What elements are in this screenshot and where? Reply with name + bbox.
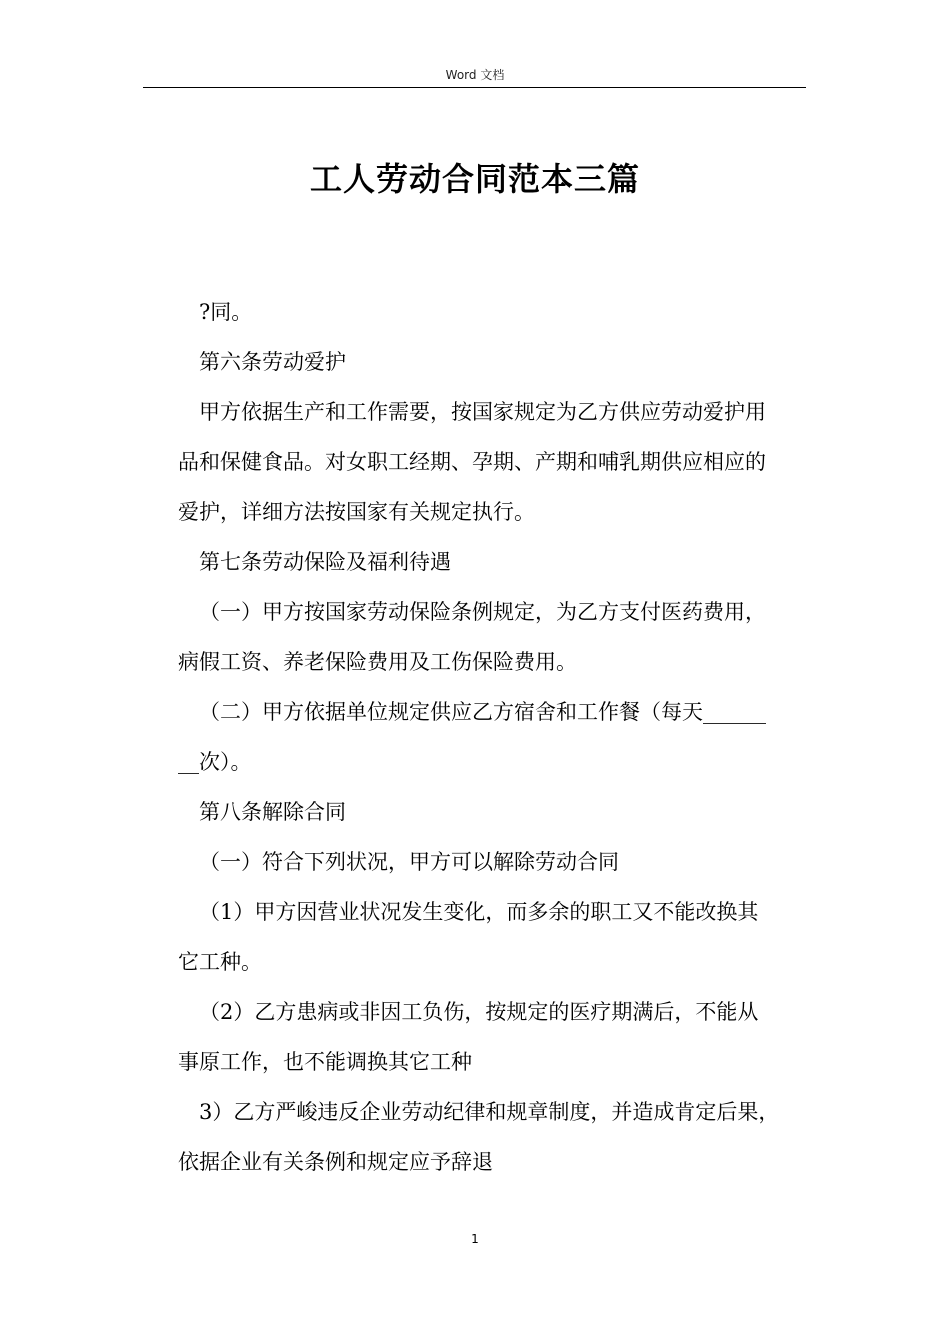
body-line: 品和保健食品。对女职工经期、孕期、产期和哺乳期供应相应的 — [178, 450, 766, 474]
body-line: 病假工资、养老保险费用及工伤保险费用。 — [178, 650, 577, 674]
body-line: （一）符合下列状况，甲方可以解除劳动合同 — [199, 850, 619, 874]
header-divider — [143, 87, 806, 88]
page-number: 1 — [471, 1232, 479, 1246]
article-heading: 第八条解除合同 — [199, 800, 346, 824]
body-line: 依据企业有关条例和规定应予辞退 — [178, 1150, 493, 1174]
document-body — [178, 287, 806, 1187]
document-title: 工人劳动合同范本三篇 — [309, 160, 640, 198]
body-line: （1）甲方因营业状况发生变化，而多余的职工又不能改换其 — [199, 900, 759, 924]
article-heading: 第七条劳动保险及福利待遇 — [199, 550, 451, 574]
body-line: （2）乙方患病或非因工负伤，按规定的医疗期满后，不能从 — [199, 1000, 759, 1024]
body-line: ?同。 — [199, 300, 253, 324]
body-line: __次）。 — [178, 750, 252, 774]
body-line: （一）甲方按国家劳动保险条例规定，为乙方支付医药费用， — [199, 600, 766, 624]
body-line: 爱护，详细方法按国家有关规定执行。 — [178, 500, 535, 524]
header-label: Word 文档 — [445, 68, 505, 82]
article-heading: 第六条劳动爱护 — [199, 350, 346, 374]
body-line: 事原工作，也不能调换其它工种 — [178, 1050, 472, 1074]
body-line: （二）甲方依据单位规定供应乙方宿舍和工作餐（每天______ — [199, 700, 766, 724]
body-line: 它工种。 — [178, 950, 262, 974]
body-line: 3）乙方严峻违反企业劳动纪律和规章制度，并造成肯定后果， — [199, 1100, 780, 1124]
body-line: 甲方依据生产和工作需要，按国家规定为乙方供应劳动爱护用 — [199, 400, 766, 424]
